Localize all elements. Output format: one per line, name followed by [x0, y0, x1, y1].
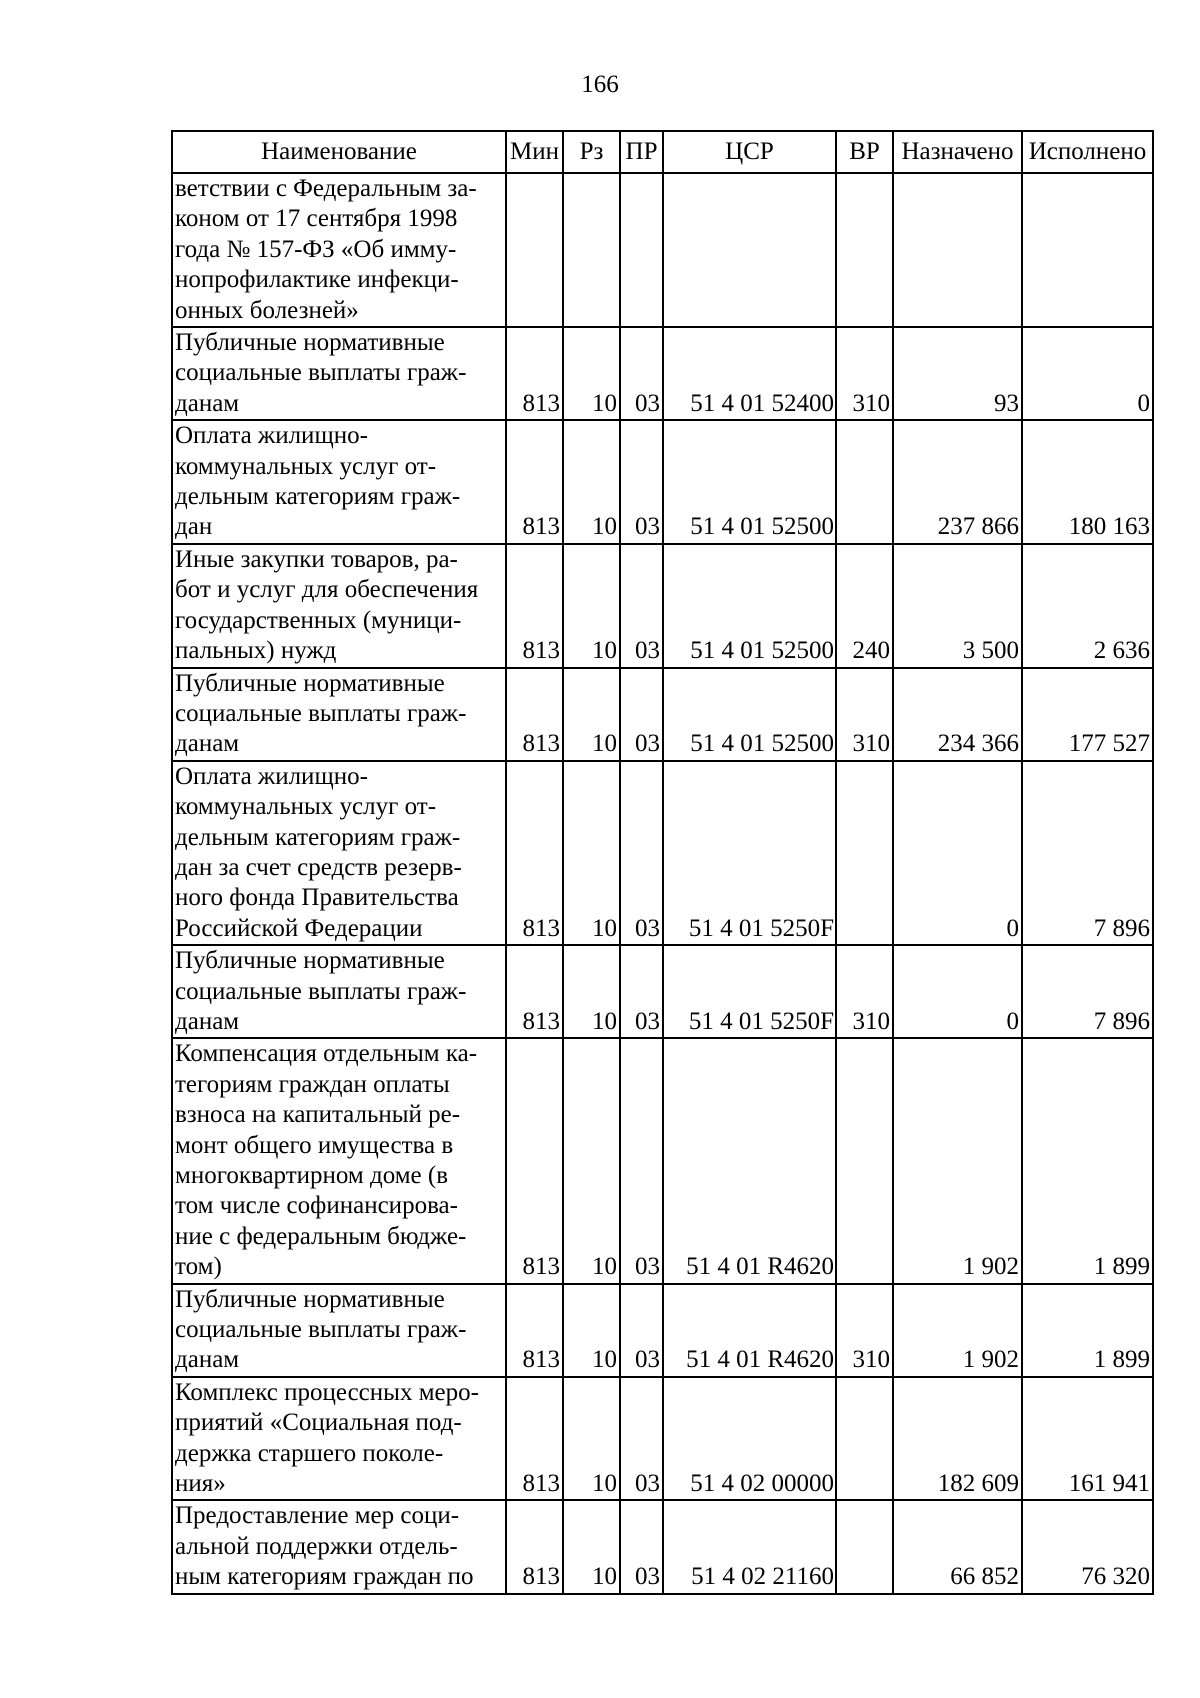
min-cell: 813	[506, 1038, 563, 1283]
table-row	[172, 420, 1153, 544]
rz-cell: 10	[563, 1377, 620, 1501]
header-min: Мин	[506, 131, 563, 173]
executed-cell: 76 320	[1022, 1500, 1153, 1593]
header-name: Наименование	[172, 131, 506, 173]
min-cell: 813	[506, 761, 563, 945]
min-cell: 813	[506, 1284, 563, 1377]
pr-cell: 03	[620, 1500, 663, 1593]
executed-cell	[1022, 173, 1153, 327]
executed-cell: 1 899	[1022, 1284, 1153, 1377]
assigned-cell: 182 609	[893, 1377, 1022, 1501]
name-cell: Публичные нормативные социальные выплаты граж- данам	[172, 945, 506, 1038]
assigned-cell: 93	[893, 327, 1022, 420]
rz-cell: 10	[563, 1500, 620, 1593]
csr-cell: 51 4 01 5250F	[663, 761, 836, 945]
name-cell: Комплекс процессных меро- приятий «Социальная под- держка старшего поколе- ния»	[172, 1377, 506, 1501]
vr-cell: 310	[836, 945, 893, 1038]
min-cell: 813	[506, 327, 563, 420]
csr-cell: 51 4 01 5250F	[663, 945, 836, 1038]
table-row	[172, 1038, 1153, 1283]
vr-cell	[836, 1500, 893, 1593]
table-row	[172, 173, 1153, 327]
header-pr: ПР	[620, 131, 663, 173]
assigned-cell	[893, 173, 1022, 327]
table-row	[172, 668, 1153, 761]
name-cell: ветствии с Федеральным за- коном от 17 сентября 1998 года № 157-ФЗ «Об имму- нопрофилактике инфекци- онных болезней»	[172, 173, 506, 327]
pr-cell: 03	[620, 761, 663, 945]
table-row	[172, 544, 1153, 668]
page-number: 166	[581, 71, 619, 98]
pr-cell: 03	[620, 544, 663, 668]
vr-cell: 240	[836, 544, 893, 668]
csr-cell: 51 4 02 21160	[663, 1500, 836, 1593]
executed-cell: 161 941	[1022, 1377, 1153, 1501]
vr-cell	[836, 420, 893, 544]
assigned-cell: 0	[893, 761, 1022, 945]
pr-cell: 03	[620, 1284, 663, 1377]
executed-cell: 7 896	[1022, 761, 1153, 945]
rz-cell: 10	[563, 327, 620, 420]
csr-cell: 51 4 01 52500	[663, 668, 836, 761]
executed-cell: 7 896	[1022, 945, 1153, 1038]
assigned-cell: 1 902	[893, 1284, 1022, 1377]
header-vr: ВР	[836, 131, 893, 173]
header-csr: ЦСР	[663, 131, 836, 173]
csr-cell: 51 4 01 R4620	[663, 1038, 836, 1283]
executed-cell: 177 527	[1022, 668, 1153, 761]
table-row	[172, 945, 1153, 1038]
name-cell: Публичные нормативные социальные выплаты граж- данам	[172, 327, 506, 420]
pr-cell: 03	[620, 668, 663, 761]
executed-cell: 180 163	[1022, 420, 1153, 544]
csr-cell: 51 4 01 52400	[663, 327, 836, 420]
assigned-cell: 3 500	[893, 544, 1022, 668]
pr-cell: 03	[620, 420, 663, 544]
pr-cell: 03	[620, 945, 663, 1038]
header-rz: Рз	[563, 131, 620, 173]
executed-cell: 0	[1022, 327, 1153, 420]
table-row	[172, 1500, 1153, 1593]
min-cell	[506, 173, 563, 327]
header-executed: Исполнено	[1022, 131, 1153, 173]
executed-cell: 1 899	[1022, 1038, 1153, 1283]
table-row	[172, 761, 1153, 945]
min-cell: 813	[506, 420, 563, 544]
pr-cell: 03	[620, 1377, 663, 1501]
csr-cell: 51 4 02 00000	[663, 1377, 836, 1501]
rz-cell	[563, 173, 620, 327]
min-cell: 813	[506, 1377, 563, 1501]
min-cell: 813	[506, 544, 563, 668]
assigned-cell: 0	[893, 945, 1022, 1038]
name-cell: Оплата жилищно- коммунальных услуг от- дельным категориям граж- дан	[172, 420, 506, 544]
table-row	[172, 1284, 1153, 1377]
vr-cell	[836, 761, 893, 945]
executed-cell: 2 636	[1022, 544, 1153, 668]
csr-cell	[663, 173, 836, 327]
vr-cell: 310	[836, 668, 893, 761]
table-row	[172, 1377, 1153, 1501]
header-row	[172, 131, 1153, 173]
pr-cell	[620, 173, 663, 327]
name-cell: Публичные нормативные социальные выплаты граж- данам	[172, 1284, 506, 1377]
rz-cell: 10	[563, 420, 620, 544]
name-cell: Компенсация отдельным ка- тегориям граждан оплаты взноса на капитальный ре- монт общего имущества в многоквартирном доме (в том числе софинансирова- ние с федеральным бюдже- том)	[172, 1038, 506, 1283]
assigned-cell: 66 852	[893, 1500, 1022, 1593]
rz-cell: 10	[563, 1284, 620, 1377]
min-cell: 813	[506, 668, 563, 761]
rz-cell: 10	[563, 945, 620, 1038]
budget-table	[171, 130, 1154, 1595]
vr-cell: 310	[836, 1284, 893, 1377]
csr-cell: 51 4 01 52500	[663, 420, 836, 544]
min-cell: 813	[506, 1500, 563, 1593]
table-body	[172, 173, 1153, 1594]
rz-cell: 10	[563, 668, 620, 761]
name-cell: Предоставление мер соци- альной поддержки отдель- ным категориям граждан по	[172, 1500, 506, 1593]
csr-cell: 51 4 01 R4620	[663, 1284, 836, 1377]
table-row	[172, 327, 1153, 420]
rz-cell: 10	[563, 544, 620, 668]
vr-cell	[836, 1377, 893, 1501]
pr-cell: 03	[620, 1038, 663, 1283]
vr-cell	[836, 173, 893, 327]
assigned-cell: 237 866	[893, 420, 1022, 544]
assigned-cell: 234 366	[893, 668, 1022, 761]
pr-cell: 03	[620, 327, 663, 420]
rz-cell: 10	[563, 761, 620, 945]
vr-cell: 310	[836, 327, 893, 420]
rz-cell: 10	[563, 1038, 620, 1283]
name-cell: Публичные нормативные социальные выплаты граж- данам	[172, 668, 506, 761]
assigned-cell: 1 902	[893, 1038, 1022, 1283]
name-cell: Оплата жилищно- коммунальных услуг от- дельным категориям граж- дан за счет средств резерв- ного фонда Правительства Российской Федерации	[172, 761, 506, 945]
vr-cell	[836, 1038, 893, 1283]
min-cell: 813	[506, 945, 563, 1038]
csr-cell: 51 4 01 52500	[663, 544, 836, 668]
header-assigned: Назначено	[893, 131, 1022, 173]
name-cell: Иные закупки товаров, ра- бот и услуг для обеспечения государственных (муници- пальных) нужд	[172, 544, 506, 668]
